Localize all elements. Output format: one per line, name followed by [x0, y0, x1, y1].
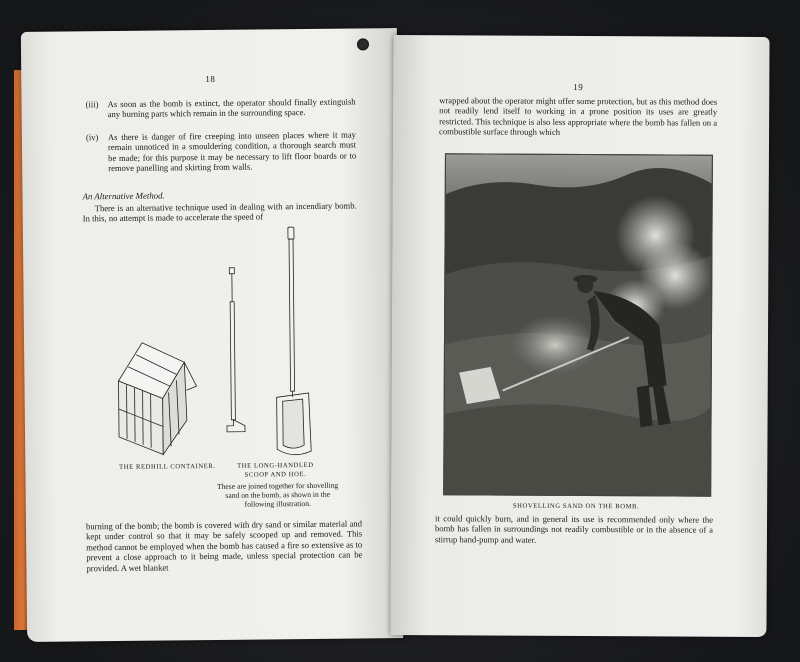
paragraph: it could quickly burn, and in general its use is recommended only where the bomb has fallen in surroundings not readily combustible or in the absence of a stirrup hand-pump and water.	[434, 513, 714, 545]
paragraph: There is an alternative technique used in dealing with an incendiary bomb. In this, no attempt is made to accelerate the speed of	[82, 200, 357, 224]
scoop-illustration	[269, 225, 315, 457]
right-page	[390, 35, 769, 637]
section-heading: An Alternative Method.	[82, 190, 165, 202]
page-number: 19	[573, 81, 584, 93]
list-item	[86, 129, 356, 173]
page-number: 18	[205, 73, 216, 85]
list-item-text: As soon as the bomb is extinct, the operator should finally extinguish any burning parts which remain in the surrounding space.	[107, 96, 356, 120]
caption-container: THE REDHILL CONTAINER.	[119, 462, 216, 471]
redhill-container-illustration	[112, 340, 207, 457]
photograph	[443, 153, 713, 496]
left-page	[21, 28, 403, 642]
list-item-text: As there is danger of fire creeping into unseen places where it may remain unnoticed in a smouldering condition, a thorough search must be made; for this purpose it may be necessary to lift floor boards or to remove panelling and skirting from walls.	[107, 129, 357, 174]
photo-caption: SHOVELLING SAND ON THE BOMB.	[512, 502, 640, 511]
punch-hole	[357, 38, 369, 50]
list-item-number: (iv)	[85, 132, 99, 143]
list-item	[86, 96, 356, 120]
caption-note: These are joined together for shovelling sand on the bomb, as shown in the following illustration.	[216, 480, 339, 509]
hoe-illustration	[219, 266, 251, 436]
list-item-number: (iii)	[85, 99, 99, 110]
caption-scoop-hoe: THE LONG-HANDLED SCOOP AND HOE.	[237, 461, 314, 479]
paragraph: wrapped about the operator might offer some protection, but as this method does not readily lend itself to working in a prone position its uses are greatly restricted. This technique is also less appropriate where the bomb has fallen on a combustible surface through which	[439, 95, 718, 138]
paragraph: burning of the bomb; the bomb is covered with dry sand or similar material and kept under control so that it may be safely scooped up and removed. This method cannot be employed when the bomb has caused a fire so extensive as to prevent a close approach to it being made, unless special protection can be provided. A wet blanket	[85, 518, 363, 573]
photo-shovelling-sand	[444, 154, 712, 495]
